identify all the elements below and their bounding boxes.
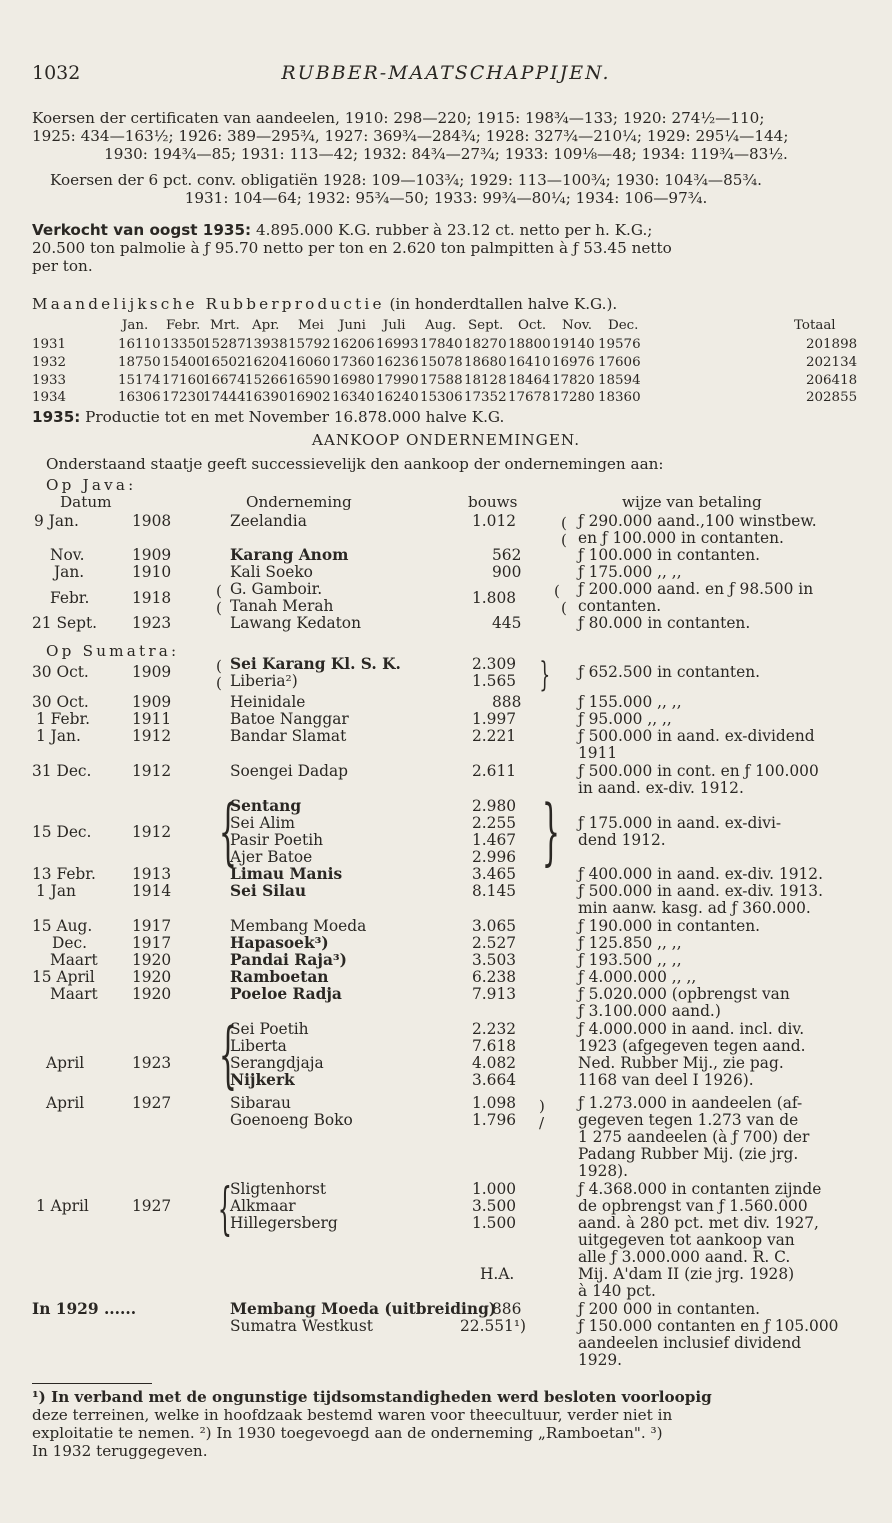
betaling-cell: 1928).	[578, 1162, 629, 1180]
date-cell: In 1929 ......	[32, 1300, 137, 1318]
koersen-line-5: 1931: 104—64; 1932: 95¾—50; 1933: 99¾—80¼; 1934: 106—97¾.	[184, 189, 708, 207]
table-header: Juni	[339, 318, 366, 333]
table-header: Sept.	[468, 318, 504, 333]
year-cell: 1909	[132, 663, 172, 681]
table-row-year: 1934	[32, 390, 67, 405]
betaling-cell: ƒ 193.500 ,, ,,	[578, 951, 682, 969]
bouws-cell: 7.913	[472, 985, 517, 1003]
betaling-cell: ƒ 80.000 in contanten.	[578, 614, 751, 632]
table-cell: 18680	[464, 355, 507, 370]
production-note-text: Productie tot en met November 16.878.000 halve K.G.	[80, 408, 505, 426]
betaling-cell: Mij. A'dam II (zie jrg. 1928)	[578, 1265, 795, 1283]
footnote-line-3: exploitatie te nemen. ²) In 1930 toegevoegd aan de onderneming „Ramboetan". ³)	[32, 1424, 663, 1442]
bouws-cell: 2.527	[472, 934, 517, 952]
brace-febr-3: (	[554, 582, 560, 600]
betaling-cell: ƒ 200 000 in contanten.	[578, 1300, 761, 1318]
onderneming-cell: Poeloe Radja	[230, 985, 342, 1003]
table-header: Nov.	[562, 318, 593, 333]
production-title-unit: (in honderdtallen halve K.G.).	[389, 295, 618, 313]
year-cell: 1917	[132, 917, 172, 935]
onderneming-cell: Sei Silau	[230, 882, 307, 900]
table-cell: 17820	[552, 373, 595, 388]
onderneming-cell: Sumatra Westkust	[230, 1317, 373, 1335]
date-cell: 30 Oct.	[32, 693, 89, 711]
bouws-cell: 2.996	[472, 848, 517, 866]
betaling-cell: ƒ 4.368.000 in contanten zijnde	[578, 1180, 822, 1198]
bouws-cell: H.A.	[480, 1265, 515, 1283]
betaling-cell: ƒ 500.000 in cont. en ƒ 100.000	[578, 762, 819, 780]
table-cell: 15306	[420, 390, 463, 405]
onderneming-cell: Alkmaar	[230, 1197, 296, 1215]
brace-april-1923: {	[218, 1012, 238, 1096]
table-cell: 17588	[420, 373, 463, 388]
betaling-cell: 1168 van deel I 1926).	[578, 1071, 754, 1089]
year-cell: 1912	[132, 823, 172, 841]
table-cell: 16590	[288, 373, 331, 388]
footnote-line-2: deze terreinen, welke in hoofdzaak bestemd waren voor theecultuur, verder niet in	[32, 1406, 673, 1424]
table-cell: 18360	[598, 390, 641, 405]
date-cell: 15 Dec.	[32, 823, 92, 841]
table-cell: 19576	[598, 337, 641, 352]
year-cell: 1920	[132, 951, 172, 969]
table-row-year: 1932	[32, 355, 67, 370]
table-cell: 18128	[464, 373, 507, 388]
onderneming-cell: Nijkerk	[230, 1071, 295, 1089]
bouws-cell: 6.238	[472, 968, 517, 986]
betaling-cell: 1923 (afgegeven tegen aand.	[578, 1037, 806, 1055]
table-cell: 16976	[552, 355, 595, 370]
onderneming-cell: Liberta	[230, 1037, 287, 1055]
bouws-cell: 888	[492, 693, 522, 711]
onderneming-cell: Sligtenhorst	[230, 1180, 327, 1198]
betaling-cell: aandeelen inclusief dividend	[578, 1334, 802, 1352]
table-header: Mei	[298, 318, 324, 333]
betaling-cell: à 140 pct.	[578, 1282, 656, 1300]
verkocht-lead: Verkocht van oogst 1935:	[32, 221, 252, 239]
bouws-cell: 1.500	[472, 1214, 517, 1232]
year-cell: 1911	[132, 710, 172, 728]
betaling-cell: ƒ 95.000 ,, ,,	[578, 710, 672, 728]
footnote-line-4: In 1932 teruggegeven.	[32, 1442, 208, 1460]
onderneming-cell: Pandai Raja³)	[230, 951, 347, 969]
onderneming-cell: Sei Karang Kl. S. K.	[230, 655, 401, 673]
betaling-cell: ƒ 290.000 aand.,100 winstbew.	[578, 512, 817, 530]
verkocht-line-2: 20.500 ton palmolie à ƒ 95.70 netto per ton en 2.620 ton palmpitten à ƒ 53.45 netto	[32, 239, 672, 257]
brace-sk-1: (	[216, 657, 222, 675]
table-cell: 202855	[806, 390, 858, 405]
onderneming-cell: Membang Moeda (uitbreiding)	[230, 1300, 497, 1318]
table-row-year: 1931	[32, 337, 67, 352]
onderneming-cell: Sentang	[230, 797, 302, 815]
production-title	[32, 296, 617, 314]
betaling-cell: ƒ 4.000.000 ,, ,,	[578, 968, 697, 986]
bouws-cell: 3.503	[472, 951, 517, 969]
betaling-cell: Ned. Rubber Mij., zie pag.	[578, 1054, 784, 1072]
betaling-cell: 1 275 aandeelen (à ƒ 700) der	[578, 1128, 810, 1146]
onderneming-cell: Batoe Nanggar	[230, 710, 349, 728]
year-cell: 1918	[132, 589, 172, 607]
table-cell: 16340	[332, 390, 375, 405]
col-bouws: bouws	[468, 493, 518, 511]
footnote-rule	[32, 1383, 152, 1384]
col-datum: Datum	[60, 493, 112, 511]
table-cell: 16204	[245, 355, 288, 370]
date-cell: 30 Oct.	[32, 663, 89, 681]
footnote-line-1: ¹) In verband met de ongunstige tijdsomstandigheden werd besloten voorloopig	[32, 1388, 712, 1406]
table-cell: 17840	[420, 337, 463, 352]
bouws-cell: 2.255	[472, 814, 517, 832]
table-cell: 16502	[203, 355, 246, 370]
year-cell: 1914	[132, 882, 172, 900]
bouws-cell: 4.082	[472, 1054, 517, 1072]
onderneming-cell: Goenoeng Boko	[230, 1111, 353, 1129]
table-cell: 17990	[376, 373, 419, 388]
table-cell: 15792	[288, 337, 331, 352]
betaling-cell: ƒ 3.100.000 aand.)	[578, 1002, 721, 1020]
betaling-cell: ƒ 100.000 in contanten.	[578, 546, 761, 564]
bouws-cell: 2.611	[472, 762, 517, 780]
onderneming-cell: Sei Poetih	[230, 1020, 309, 1038]
table-cell: 15400	[162, 355, 205, 370]
table-cell: 17678	[508, 390, 551, 405]
date-cell: 1 Jan.	[36, 727, 81, 745]
table-header: Oct.	[518, 318, 547, 333]
table-cell: 15174	[118, 373, 161, 388]
table-cell: 18464	[508, 373, 551, 388]
table-cell: 15078	[420, 355, 463, 370]
betaling-cell: ƒ 500.000 in aand. ex-dividend	[578, 727, 815, 745]
table-cell: 16410	[508, 355, 551, 370]
date-cell: Maart	[50, 951, 98, 969]
betaling-cell: contanten.	[578, 597, 662, 615]
bouws-cell: 1.808	[472, 589, 517, 607]
table-cell: 15287	[203, 337, 246, 352]
onderneming-cell: Ajer Batoe	[230, 848, 313, 866]
table-cell: 17230	[162, 390, 205, 405]
production-note-lead: 1935:	[32, 408, 81, 426]
year-cell: 1912	[132, 727, 172, 745]
onderneming-cell: Zeelandia	[230, 512, 307, 530]
onderneming-cell: Sei Alim	[230, 814, 296, 832]
onderneming-cell: Serangdjaja	[230, 1054, 324, 1072]
koersen-line-3: 1930: 194¾—85; 1931: 113—42; 1932: 84¾—27¾; 1933: 109⅛—48; 1934: 119¾—83½.	[104, 145, 788, 163]
onderneming-cell: Limau Manis	[230, 865, 343, 883]
aankoop-title: AANKOOP ONDERNEMINGEN.	[311, 431, 581, 449]
koersen-line-4: Koersen der 6 pct. conv. obligatiën 1928: 109—103¾; 1929: 113—100¾; 1930: 104¾—85¾.	[50, 171, 762, 189]
onderneming-cell: Soengei Dadap	[230, 762, 348, 780]
table-cell: 16980	[332, 373, 375, 388]
table-cell: 13938	[245, 337, 288, 352]
date-cell: 1 Febr.	[36, 710, 91, 728]
year-cell: 1910	[132, 563, 172, 581]
table-header: Aug.	[425, 318, 457, 333]
bouws-cell: 900	[492, 563, 522, 581]
year-cell: 1909	[132, 546, 172, 564]
betaling-cell: Padang Rubber Mij. (zie jrg.	[578, 1145, 799, 1163]
bouws-cell: 1.565	[472, 672, 517, 690]
bouws-cell: 8.145	[472, 882, 517, 900]
onderneming-cell: Karang Anom	[230, 546, 349, 564]
table-cell: 16993	[376, 337, 419, 352]
bouws-cell: 1.098	[472, 1094, 517, 1112]
date-cell: 1 Jan	[36, 882, 76, 900]
bouws-cell: 445	[492, 614, 522, 632]
betaling-cell: ƒ 125.850 ,, ,,	[578, 934, 682, 952]
date-cell: 15 April	[32, 968, 95, 986]
year-cell: 1917	[132, 934, 172, 952]
table-cell: 17160	[162, 373, 205, 388]
brace-dec-1912-right: }	[541, 789, 561, 873]
table-cell: 16110	[118, 337, 161, 352]
brace-zeelandia-close: (	[561, 531, 567, 549]
verkocht-line-3: per ton.	[32, 257, 93, 275]
table-cell: 17352	[464, 390, 507, 405]
onderneming-cell: Bandar Slamat	[230, 727, 347, 745]
table-cell: 16060	[288, 355, 331, 370]
date-cell: 15 Aug.	[32, 917, 93, 935]
table-cell: 202134	[806, 355, 858, 370]
bouws-cell: 2.232	[472, 1020, 517, 1038]
betaling-cell: in aand. ex-div. 1912.	[578, 779, 744, 797]
brace-sk-right: }	[539, 655, 551, 695]
bouws-cell: 3.065	[472, 917, 517, 935]
table-cell: 16240	[376, 390, 419, 405]
year-cell: 1909	[132, 693, 172, 711]
betaling-cell: ƒ 175.000 in aand. ex-divi-	[578, 814, 782, 832]
table-cell: 16902	[288, 390, 331, 405]
table-row-year: 1933	[32, 373, 67, 388]
date-cell: Maart	[50, 985, 98, 1003]
table-cell: 18750	[118, 355, 161, 370]
bouws-cell: 886	[492, 1300, 522, 1318]
year-cell: 1923	[132, 1054, 172, 1072]
date-cell: 1 April	[36, 1197, 89, 1215]
java-label: Op Java:	[46, 476, 137, 494]
year-cell: 1913	[132, 865, 172, 883]
table-cell: 16236	[376, 355, 419, 370]
betaling-cell: 1929.	[578, 1351, 623, 1369]
bouws-cell: 2.221	[472, 727, 517, 745]
betaling-cell: uitgegeven tot aankoop van	[578, 1231, 795, 1249]
verkocht-line-1-text: 4.895.000 K.G. rubber à 23.12 ct. netto per h. K.G.;	[251, 221, 653, 239]
table-header: Totaal	[794, 318, 836, 333]
year-cell: 1920	[132, 968, 172, 986]
table-header: Dec.	[608, 318, 639, 333]
table-cell: 18270	[464, 337, 507, 352]
page-header	[0, 62, 892, 88]
date-cell: Nov.	[50, 546, 85, 564]
date-cell: 21 Sept.	[32, 614, 98, 632]
brace-1927-2: /	[539, 1114, 545, 1132]
bouws-cell: 3.500	[472, 1197, 517, 1215]
brace-febr-4: (	[561, 599, 567, 617]
betaling-cell: ƒ 4.000.000 in aand. incl. div.	[578, 1020, 805, 1038]
betaling-cell: en ƒ 100.000 in contanten.	[578, 529, 784, 547]
betaling-cell: alle ƒ 3.000.000 aand. R. C.	[578, 1248, 791, 1266]
page-number: 1032	[32, 62, 81, 84]
col-betaling: wijze van betaling	[622, 493, 762, 511]
betaling-cell: 1911	[578, 744, 618, 762]
bouws-cell: 1.796	[472, 1111, 517, 1129]
year-cell: 1912	[132, 762, 172, 780]
table-cell: 16206	[332, 337, 375, 352]
production-table	[0, 318, 892, 408]
table-cell: 201898	[806, 337, 858, 352]
table-header: Juli	[383, 318, 406, 333]
table-cell: 19140	[552, 337, 595, 352]
year-cell: 1908	[132, 512, 172, 530]
date-cell: April	[46, 1094, 85, 1112]
production-note	[32, 409, 504, 427]
bouws-cell: 1.467	[472, 831, 517, 849]
betaling-cell: dend 1912.	[578, 831, 666, 849]
year-cell: 1927	[132, 1197, 172, 1215]
onderneming-cell: Ramboetan	[230, 968, 329, 986]
table-header: Apr.	[252, 318, 280, 333]
date-cell: Dec.	[52, 934, 87, 952]
bouws-cell: 1.000	[472, 1180, 517, 1198]
bouws-cell: 3.664	[472, 1071, 517, 1089]
year-cell: 1923	[132, 614, 172, 632]
koersen-line-1: Koersen der certificaten van aandeelen, 1910: 298—220; 1915: 198¾—133; 1920: 274½—110;	[32, 109, 765, 127]
betaling-cell: gegeven tegen 1.273 van de	[578, 1111, 799, 1129]
table-cell: 17444	[203, 390, 246, 405]
betaling-cell: de opbrengst van ƒ 1.560.000	[578, 1197, 808, 1215]
bouws-cell: 7.618	[472, 1037, 517, 1055]
onderneming-cell: Tanah Merah	[230, 597, 334, 615]
brace-zeelandia-open: (	[561, 514, 567, 532]
bouws-cell: 3.465	[472, 865, 517, 883]
table-header: Jan.	[122, 318, 149, 333]
bouws-cell: 562	[492, 546, 522, 564]
onderneming-cell: Membang Moeda	[230, 917, 367, 935]
bouws-cell: 1.997	[472, 710, 517, 728]
table-cell: 16674	[203, 373, 246, 388]
betaling-cell: ƒ 5.020.000 (opbrengst van	[578, 985, 790, 1003]
table-cell: 18800	[508, 337, 551, 352]
koersen-line-2: 1925: 434—163½; 1926: 389—295¾, 1927: 369¾—284¾; 1928: 327¾—210¼; 1929: 295¼—144;	[32, 127, 789, 145]
betaling-cell: ƒ 190.000 in contanten.	[578, 917, 761, 935]
onderneming-cell: Heinidale	[230, 693, 306, 711]
bouws-cell: 22.551¹)	[460, 1317, 527, 1335]
table-cell: 13350	[162, 337, 205, 352]
year-cell: 1920	[132, 985, 172, 1003]
betaling-cell: ƒ 175.000 ,, ,,	[578, 563, 682, 581]
table-cell: 206418	[806, 373, 858, 388]
date-cell: April	[46, 1054, 85, 1072]
year-cell: 1927	[132, 1094, 172, 1112]
brace-febr-1: (	[216, 582, 222, 600]
date-cell: Febr.	[50, 589, 90, 607]
date-cell: Jan.	[54, 563, 85, 581]
sumatra-label: Op Sumatra:	[46, 642, 180, 660]
betaling-cell: ƒ 1.273.000 in aandeelen (af-	[578, 1094, 803, 1112]
brace-dec-1912: {	[218, 789, 238, 873]
production-title-spaced: Maandelijksche Rubberproductie	[32, 295, 385, 313]
table-cell: 16306	[118, 390, 161, 405]
table-cell: 18594	[598, 373, 641, 388]
onderneming-cell: G. Gamboir.	[230, 580, 323, 598]
brace-sk-2: (	[216, 674, 222, 692]
table-cell: 16390	[245, 390, 288, 405]
table-cell: 15266	[245, 373, 288, 388]
betaling-cell: ƒ 155.000 ,, ,,	[578, 693, 682, 711]
date-cell: 13 Febr.	[32, 865, 96, 883]
table-header: Mrt.	[210, 318, 240, 333]
betaling-cell: min aanw. kasg. ad ƒ 360.000.	[578, 899, 811, 917]
betaling-cell: ƒ 500.000 in aand. ex-div. 1913.	[578, 882, 823, 900]
bouws-cell: 2.309	[472, 655, 517, 673]
brace-febr-2: (	[216, 599, 222, 617]
brace-1927-1: )	[539, 1097, 545, 1115]
bouws-cell: 2.980	[472, 797, 517, 815]
verkocht-line-1	[32, 222, 652, 240]
date-cell: 9 Jan.	[34, 512, 79, 530]
onderneming-cell: Hapasoek³)	[230, 934, 329, 952]
betaling-cell: ƒ 400.000 in aand. ex-div. 1912.	[578, 865, 823, 883]
col-onderneming: Onderneming	[246, 493, 352, 511]
betaling-cell: ƒ 652.500 in contanten.	[578, 663, 761, 681]
onderneming-cell: Sibarau	[230, 1094, 291, 1112]
onderneming-cell: Kali Soeko	[230, 563, 313, 581]
table-cell: 17606	[598, 355, 641, 370]
date-cell: 31 Dec.	[32, 762, 92, 780]
onderneming-cell: Hillegersberg	[230, 1214, 338, 1232]
running-title: RUBBER-MAATSCHAPPIJEN.	[281, 62, 611, 84]
table-header: Febr.	[166, 318, 201, 333]
betaling-cell: ƒ 200.000 aand. en ƒ 98.500 in	[578, 580, 814, 598]
bouws-cell: 1.012	[472, 512, 517, 530]
brace-april-1927: {	[217, 1177, 232, 1242]
onderneming-cell: Pasir Poetih	[230, 831, 324, 849]
onderneming-cell: Lawang Kedaton	[230, 614, 361, 632]
table-cell: 17280	[552, 390, 595, 405]
aankoop-intro: Onderstaand staatje geeft successievelijk den aankoop der ondernemingen aan:	[46, 455, 664, 473]
onderneming-cell: Liberia²)	[230, 672, 298, 690]
betaling-cell: ƒ 150.000 contanten en ƒ 105.000	[578, 1317, 839, 1335]
betaling-cell: aand. à 280 pct. met div. 1927,	[578, 1214, 819, 1232]
table-cell: 17360	[332, 355, 375, 370]
